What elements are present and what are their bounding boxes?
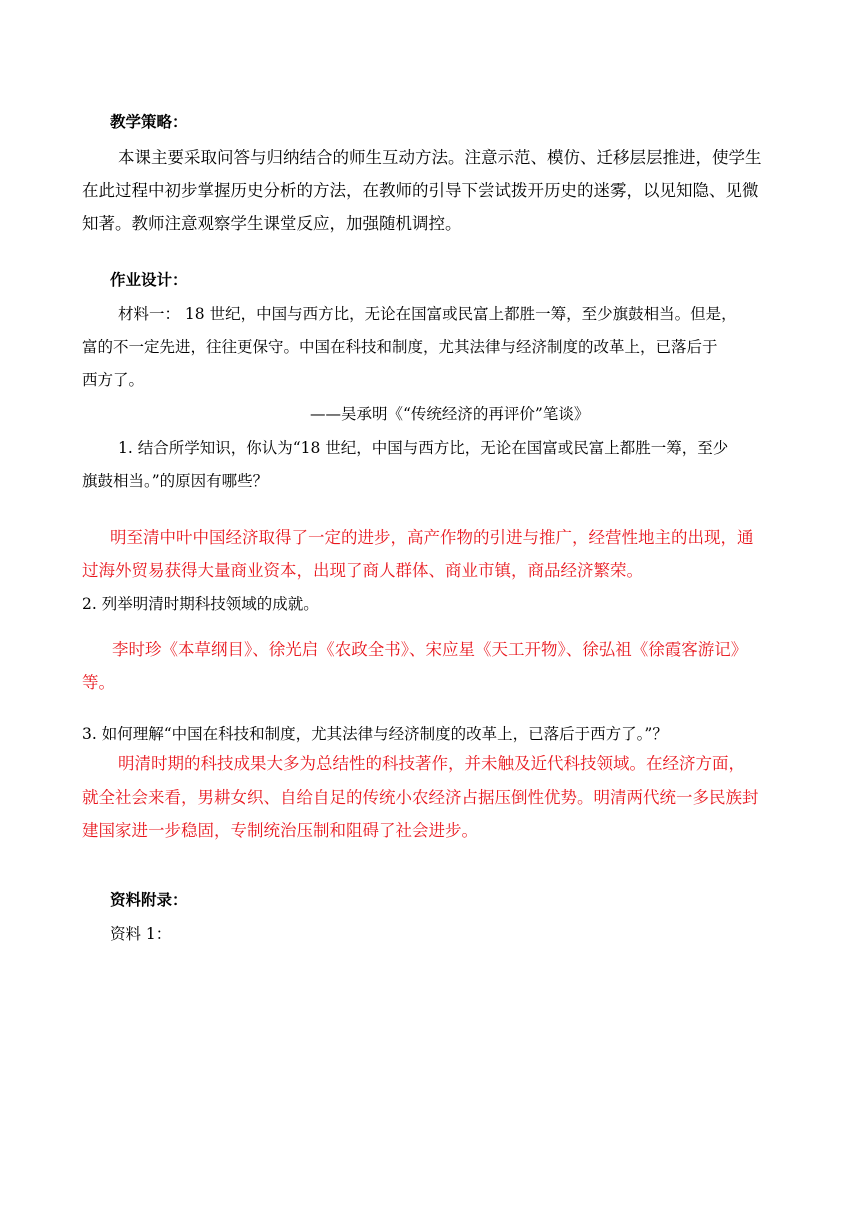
appendix-heading: 资料附录： [110,891,188,909]
answer-3-line: 建国家进一步稳固，专制统治压制和阻碍了社会进步。 [82,821,478,840]
question-3: 3. 如何理解“中国在科技和制度，尤其法律与经济制度的改革上，已落后于西方了。”？ [82,725,668,743]
strategy-paragraph-line: 在此过程中初步掌握历史分析的方法，在教师的引导下尝试拨开历史的迷雾，以见知隐、见微 [82,181,759,200]
appendix-item-1: 资料 1： [110,925,172,943]
answer-2-line: 李时珍《本草纲目》、徐光启《农政全书》、宋应星《天工开物》、徐弘祖《徐霞客游记》 [112,640,748,659]
material-text-line: 富的不一定先进，往往更保守。中国在科技和制度，尤其法律与经济制度的改革上，已落后于 [82,338,718,356]
material-text-line: 西方了。 [82,371,145,389]
answer-1-line: 明至清中叶中国经济取得了一定的进步，高产作物的引进与推广，经营性地主的出现，通 [110,528,754,547]
question-1-cont: 旗鼓相当。”的原因有哪些？ [82,472,269,490]
answer-1-line: 过海外贸易获得大量商业资本，出现了商人群体、商业市镇，商品经济繁荣。 [82,561,643,580]
strategy-paragraph-line: 知著。教师注意观察学生课堂反应，加强随机调控。 [82,214,462,233]
question-1: 1. 结合所学知识，你认为“18 世纪，中国与西方比，无论在国富或民富上都胜一筹，至少 [118,439,729,457]
strategy-heading: 教学策略： [110,113,188,131]
strategy-paragraph-line: 本课主要采取问答与归纳结合的师生互动方法。注意示范、模仿、迁移层层推进，使学生 [118,148,762,167]
answer-3-line: 明清时期的科技成果大多为总结性的科技著作，并未触及近代科技领域。在经济方面， [118,754,745,773]
homework-heading: 作业设计： [110,271,188,289]
material-text-line: 材料一： 18 世纪，中国与西方比，无论在国富或民富上都胜一筹，至少旗鼓相当。但是， [118,305,737,323]
question-2: 2. 列举明清时期科技领域的成就。 [82,595,319,613]
answer-2-line: 等。 [82,673,115,692]
material-source: ——吴承明《“传统经济的再评价”笔谈》 [310,405,590,423]
answer-3-line: 就全社会来看，男耕女织、自给自足的传统小农经济占据压倒性优势。明清两代统一多民族封 [82,788,759,807]
